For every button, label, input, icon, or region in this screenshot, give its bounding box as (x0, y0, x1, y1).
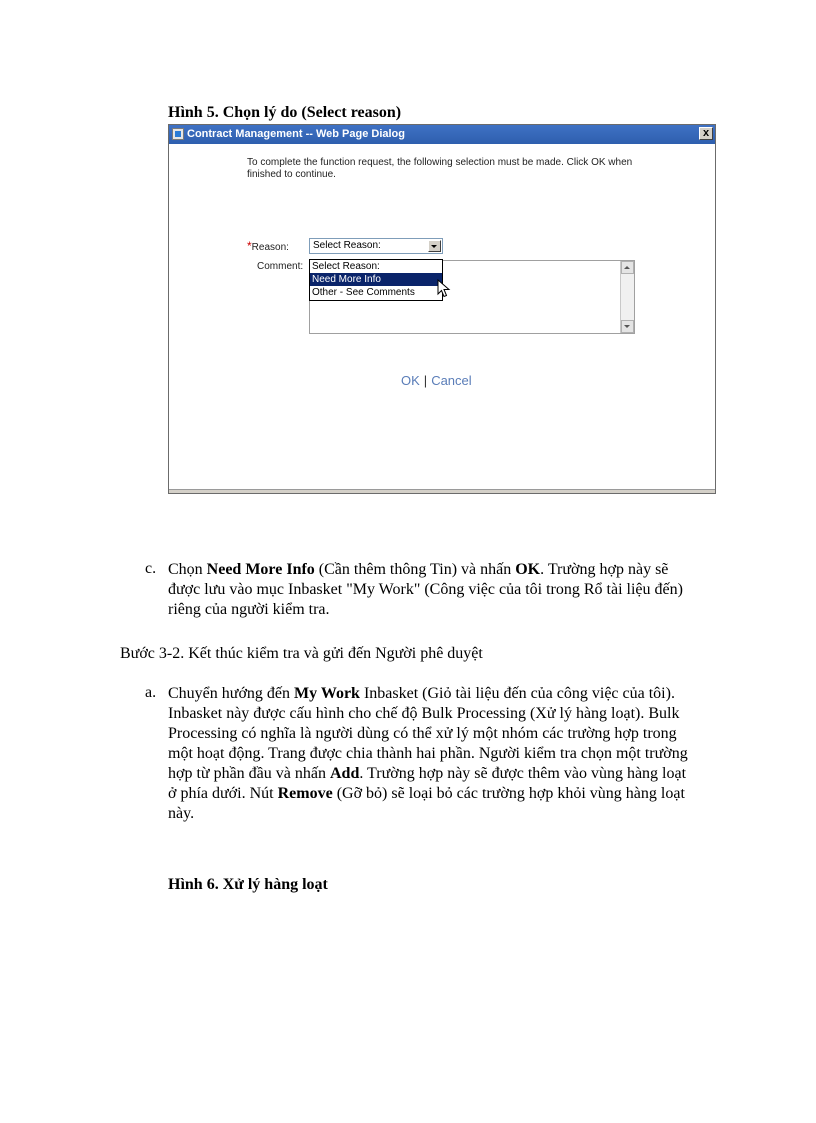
step-c-text-2: (Cần thêm thông Tin) và nhấn (314, 561, 516, 578)
chevron-down-icon[interactable] (428, 240, 441, 252)
step-c-text-3: . Trường hợp này sẽ được lưu vào mục Inbasket "My Work" (Công việc của tôi trong Rổ tài liệu đến) riêng của người kiểm tra. (168, 561, 683, 618)
add-bold: Add (329, 765, 360, 782)
step-3-2-heading: Bước 3-2. Kết thúc kiểm tra và gửi đến Người phê duyệt (120, 645, 483, 662)
dialog-actions (401, 373, 472, 388)
ok-link[interactable]: OK (401, 373, 420, 388)
step-c-text-1: Chọn (168, 561, 207, 578)
mouse-cursor-icon (437, 279, 451, 299)
scroll-up-icon[interactable] (621, 261, 634, 274)
close-icon[interactable]: x (699, 127, 713, 140)
list-marker-c: c. (145, 560, 157, 577)
my-work-bold: My Work (294, 685, 360, 702)
dialog-instruction: To complete the function request, the following selection must be made. Click OK when finished to continue. (247, 157, 633, 180)
window-icon (172, 128, 184, 140)
step-a-text-1: Chuyển hướng đến (168, 685, 295, 702)
comment-label: Comment: (257, 261, 304, 272)
dialog-title: Contract Management -- Web Page Dialog (187, 128, 405, 140)
figure-6-caption: Hình 6. Xử lý hàng loạt (168, 876, 328, 893)
reason-label (247, 239, 289, 253)
ok-bold: OK (515, 561, 541, 578)
step-a-text-2: Inbasket (Giỏ tài liệu đến của công việc của tôi). Inbasket này được cấu hình cho chế độ Bulk Processing (Xử lý hàng loạt). Bulk Processing có nghĩa là người dùng có thể xử lý một nhóm các trường hợp trong một hoạt động. Trang được chia thành hai phần. Người kiểm tra chọn một trường hợp từ phần đầu và nhấn (168, 685, 688, 782)
step-c-paragraph (168, 560, 698, 620)
action-separator: | (423, 373, 428, 388)
required-star-icon: * (247, 239, 252, 253)
cancel-link[interactable]: Cancel (431, 373, 472, 388)
step-a-text-4: (Gỡ bỏ) sẽ loại bỏ các trường hợp khỏi vùng hàng loạt này. (168, 785, 685, 822)
figure-5-caption: Hình 5. Chọn lý do (Select reason) (168, 104, 402, 121)
remove-bold: Remove (277, 785, 333, 802)
contract-management-dialog (168, 124, 716, 494)
dropdown-option-select-reason[interactable]: Select Reason: (312, 261, 380, 272)
step-a-paragraph (168, 684, 698, 824)
list-marker-a: a. (145, 684, 157, 701)
dialog-titlebar (169, 125, 715, 144)
need-more-info-bold: Need More Info (206, 561, 315, 578)
scroll-down-icon[interactable] (621, 320, 634, 333)
reason-dropdown-list[interactable] (309, 259, 443, 301)
step-a-text-3: . Trường hợp này sẽ được thêm vào vùng hàng loạt ở phía dưới. Nút (168, 765, 687, 802)
reason-select-value: Select Reason: (313, 240, 381, 251)
reason-select[interactable] (309, 238, 443, 254)
dropdown-option-need-more-info[interactable]: Need More Info (310, 273, 442, 286)
comment-scrollbar[interactable] (620, 261, 634, 333)
dropdown-option-other[interactable]: Other - See Comments (312, 287, 415, 298)
reason-label-text: Reason: (251, 242, 289, 253)
